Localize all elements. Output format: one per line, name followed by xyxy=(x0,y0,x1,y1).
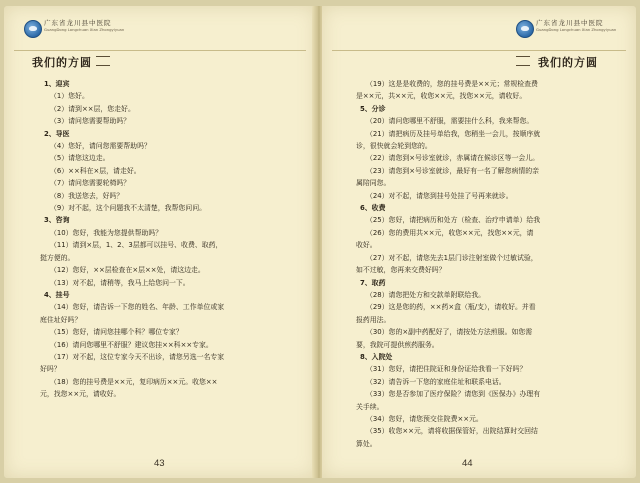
page-number: 43 xyxy=(154,458,165,469)
text-line: （11）请到×层，1、2、3层都可以挂号、收费、取药， xyxy=(50,241,223,250)
text-line: （1）您好。 xyxy=(50,92,89,101)
text-line: （3）请问您需要帮助吗？ xyxy=(50,117,131,126)
title-ornament-icon xyxy=(516,56,530,66)
section-heading: 1、迎宾 xyxy=(44,80,70,88)
text-line: 收好。 xyxy=(356,241,377,250)
text-line: 挺方便的。 xyxy=(40,253,75,262)
section-heading: 6、收费 xyxy=(360,204,386,213)
text-line: （32）请告诉一下您的家庭住址和联系电话。 xyxy=(366,377,506,386)
text-line: （7）请问您需要轮椅吗？ xyxy=(50,179,131,188)
page-header xyxy=(14,14,306,51)
text-line: （28）请您把处方和交款单附联给我。 xyxy=(366,290,486,299)
text-line: 关手续。 xyxy=(356,402,384,411)
text-line: （25）您好，请把病历和处方（检查、治疗申请单）给我 xyxy=(366,216,541,225)
text-line: （8）我送您去，好吗？ xyxy=(50,191,124,200)
page-header xyxy=(332,14,626,51)
text-line: （33）您是否参加了医疗保险？请您到《医保办》办理有 xyxy=(366,390,541,399)
text-line: 算处。 xyxy=(356,439,377,448)
text-line: （30）您的×副中药配好了，请按处方法煎服。如您需 xyxy=(366,328,533,337)
text-line: （16）请问您哪里不舒服？建议您挂××科××专家。 xyxy=(50,340,213,349)
section-title: 我们的方圆 xyxy=(538,56,598,69)
text-line: （24）对不起，请您到挂号处挂了号再来就诊。 xyxy=(366,191,513,200)
text-line: （14）您好，请告诉一下您的姓名、年龄、工作单位或家 xyxy=(50,303,225,312)
text-line: （9）对不起，这个问题我不太清楚，我帮您问问。 xyxy=(50,204,206,213)
page-number: 44 xyxy=(462,458,473,469)
text-line: 报药用法。 xyxy=(356,315,391,324)
text-line: 元，找您××元，请收好。 xyxy=(40,390,121,399)
text-line: （13）对不起，请稍等，我马上给您问一下。 xyxy=(50,278,190,287)
text-line: （27）对不起，请您先去1层门诊注射室做个过敏试验， xyxy=(366,253,538,262)
page-body xyxy=(40,78,278,401)
text-line: 诊，很快就会轮到您的。 xyxy=(356,142,432,151)
text-line: （31）您好，请把住院证和身份证给我看一下好吗？ xyxy=(366,365,527,374)
text-line: 如不过敏，您再来交费好吗？ xyxy=(356,266,446,275)
hospital-logo-icon xyxy=(24,20,42,38)
text-line: （23）请您到×号诊室就诊，最好有一名了解您病情的亲 xyxy=(366,166,540,175)
text-line: （2）请到××层，您走好。 xyxy=(50,104,135,113)
section-heading: 7、取药 xyxy=(360,278,386,287)
section-title: 我们的方圆 xyxy=(32,56,92,69)
text-line: （5）请您这边走。 xyxy=(50,154,110,163)
text-line: （26）您的费用共××元，收您××元，找您××元，请 xyxy=(366,228,534,237)
text-line: （12）您好，××层检查在×层××处，请这边走。 xyxy=(50,266,205,275)
hospital-name-en: GuangDong Longchuan Xian Zhongyiyuan xyxy=(44,27,125,32)
text-line: （17）对不起，这位专家今天不出诊，请您另选一名专家 xyxy=(50,352,225,361)
text-line: （34）您好，请您预交住院费××元。 xyxy=(366,414,483,423)
right-page xyxy=(322,6,636,478)
text-line: （20）请问您哪里不舒服，需要挂什么科，我来帮您。 xyxy=(366,117,534,126)
text-line: （10）您好，我能为您提供帮助吗？ xyxy=(50,228,163,237)
section-heading: 4、挂号 xyxy=(44,290,70,299)
text-line: 要，我院可提供煎药服务。 xyxy=(356,340,439,349)
text-line: （15）您好，请问您挂哪个科？哪位专家？ xyxy=(50,328,183,337)
section-heading: 8、入院处 xyxy=(360,352,393,361)
text-line: （6）××科在×层，请走好。 xyxy=(50,166,141,175)
section-heading: 5、分诊 xyxy=(360,104,386,113)
text-line: （19）这是是收费的，您的挂号费是××元；常规检查费 xyxy=(366,80,538,88)
title-ornament-icon xyxy=(96,56,110,66)
text-line: （18）您的挂号费是××元，复印病历××元。收您×× xyxy=(50,377,218,386)
text-line: （22）请您到×号诊室就诊，赤属请在候诊区等一会儿。 xyxy=(366,154,540,163)
text-line: 是××元，共××元，收您××元，找您××元，请收好。 xyxy=(356,92,527,101)
text-line: 属陪同您。 xyxy=(356,179,391,188)
section-heading: 2、导医 xyxy=(44,129,70,138)
text-line: 庭住址好吗？ xyxy=(40,315,82,324)
text-line: （4）您好，请问您需要帮助吗？ xyxy=(50,142,151,151)
left-page xyxy=(4,6,316,478)
hospital-name: 广东省龙川县中医院 xyxy=(44,19,112,27)
section-heading: 3、咨询 xyxy=(44,216,70,225)
hospital-name-en: GuangDong Longchuan Xian Zhongyiyuan xyxy=(536,27,617,32)
hospital-name: 广东省龙川县中医院 xyxy=(536,19,604,27)
hospital-logo-icon xyxy=(516,20,534,38)
text-line: （29）这是您的药，××药×盒（瓶/支），请收好。并看 xyxy=(366,303,536,312)
page-body xyxy=(356,78,594,450)
text-line: 好吗？ xyxy=(40,365,61,374)
text-line: （21）请把病历及挂号单给我，您稍坐一会儿，按顺序就 xyxy=(366,129,541,138)
text-line: （35）收您××元，请将收据保管好，出院结算时交回结 xyxy=(366,427,538,436)
